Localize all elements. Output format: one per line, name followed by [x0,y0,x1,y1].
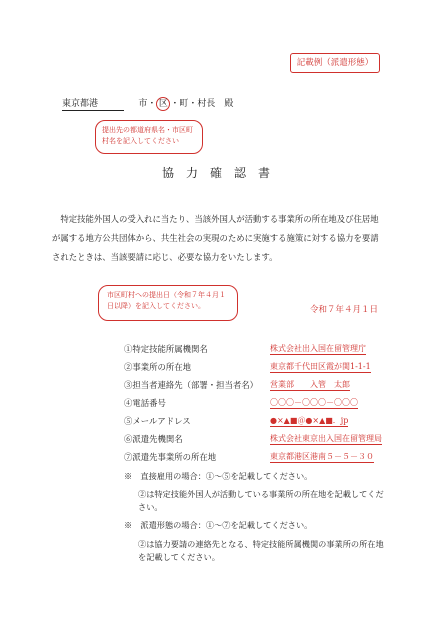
field-row [124,433,382,445]
field-value: 営業部 入管 太郎 [270,380,350,389]
note-direct-detail: ②は特定技能外国人が活動している事業所の所在地を記載してください。 [138,489,384,512]
note-dispatch: ※ 派遣形態の場合：①～⑦を記載してください。 [124,520,313,530]
field-row [124,379,350,391]
field-row [124,451,374,463]
example-tag: 記載例（派遣形態） [290,53,380,73]
field-row [124,361,371,373]
field-value: 東京都千代田区霞が関1-1-1 [270,362,371,371]
date-callout: 市区町村への提出日（令和７年４月１日以降）を記入してください。 [98,285,238,321]
note-dispatch-detail: ②は協力要請の連絡先となる、特定技能所属機関の事業所の所在地を記載してください。 [138,539,384,562]
submission-date: 令和７年４月１日 [310,305,379,315]
field-value: 株式会社出入国在留管理庁 [270,344,366,353]
shi-label: 市 [138,99,148,109]
field-label: ③担当者連絡先（部署・担当者名） [124,380,258,390]
addressee-callout: 提出先の都道府県名・市区町村名を記入してください [95,120,203,154]
body-paragraph: 特定技能外国人の受入れに当たり、当該外国人が活動する事業所の所在地及び住居地が属する地方公共団体から、共生社会の実現のために実施する施策に対する協力を要請されたときは、当該要請に応じ、必要な協力をいたします。 [52,214,379,262]
ku-circled: 区 [156,97,170,111]
field-label: ⑤メールアドレス [124,416,191,426]
field-label: ④電話番号 [124,398,166,408]
field-label: ①特定技能所属機関名 [124,344,208,354]
field-label: ②事業所の所在地 [124,362,191,372]
field-label: ⑦派遣先事業所の所在地 [124,452,217,462]
field-value: 株式会社東京出入国在留管理局 [270,434,382,443]
field-value: 東京都港区港南５－５－３０ [270,452,374,461]
field-label: ⑥派遣先機関名 [124,434,183,444]
note-direct: ※ 直接雇用の場合：①～⑤を記載してください。 [124,471,313,481]
field-value: 〇〇〇－〇〇〇－〇〇〇 [270,398,358,407]
field-row [124,415,349,427]
addressee-line: 東京都港 市・ 区 ・町・村長 殿 [62,96,233,111]
document-title: 協力確認書 [161,166,282,180]
field-row [124,343,366,355]
addressee-suffix: 町・村長 殿 [179,99,234,109]
field-row [124,397,358,409]
prefecture-name: 東京都港 [62,96,124,111]
field-value: ●×▲■＠●×▲■．jp [270,416,349,425]
